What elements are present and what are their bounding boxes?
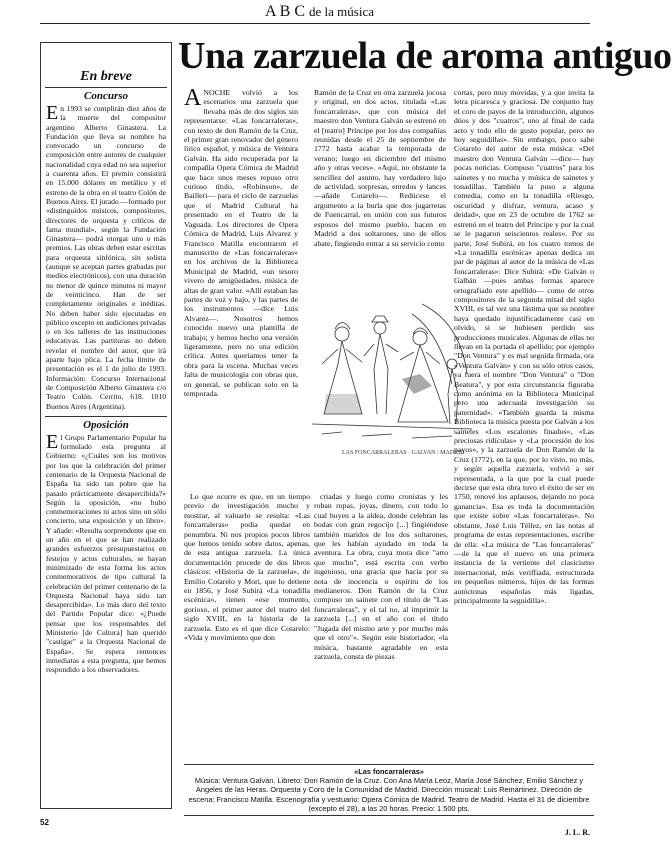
credits-text: Música: Ventura Galván. Libreto: Don Ramón de la Cruz. Con Ana María Leoz, María José Sánchez, Emilio Sánchez y Angeles de las Heras. Orquesta y Coro de la Comunidad de Madrid. Dirección musical: Luis Remártinez. Dirección de escena: Francisco Matilla. Escenografía y vestuario: Opera Cómica de Madrid. Teatro de Madrid. Hasta el 31 de diciembre (excepto el 28), a las 20 horas. Precio: 1.500 pts. [188, 776, 590, 813]
sidebar-rule-2 [45, 416, 167, 417]
column-1-text: NOCHE volvió a los escenarios una zarzuela que llevaba más de dos siglos sin representarse: «Las foncarraleras», con texto de don Ramón de la Cruz, el primer gran renovador del género lírico español, y música de Ventura Galván. Ha sido recuperada por la compañía Opera Cómica de Madrid que hace unos meses repuso otro curioso título, «Robinson», de Bailleri— para el ciclo de zarzuelas que el Madrid Cultural ha presentado en el Teatro de la Vaguada. Los directores de Opera Cómica de Madrid, Luis Alvarez y Francisco Matilla encontraron el manuscrito de «Las foncarraleras» en los archivos de la Biblioteca Municipal de Madrid, «un tesoro vivero de amigüedades, música de altas de gran valor. «Allí estaban las partes de voz y bajo, y las partes de los instrumentos —dice Luis Alvarez—. Nosotros hemos conocido nuevo una plantilla de trabajo; y hemos hecho una versión ligeramente, pero no una edición crítica. Antes queríamos tener la obra para la escena. Muchas veces falta de musicología con obras que, en general, se publican solo en la temporada. [184, 88, 298, 398]
credits-box [184, 764, 594, 816]
section-title [265, 3, 374, 21]
author-signature: J. L. R. [564, 828, 590, 837]
oposicion-heading: Oposición [83, 418, 129, 431]
credits-title: «Las foncarraleras» [354, 767, 424, 776]
concurso-heading: Concurso [83, 90, 129, 102]
section-rest: de la música [309, 4, 374, 19]
column-2-text: Ramón de la Cruz en otra zarzuela jocosa y original, en dos actos, titulada «Las foncarraleras», que con música del maestro don Ventura Galván se estrenó en el [teatro] Príncipe por los dos compañías reunidas desde el 25 de septiembre de 1772 hasta acabar la temporada de verano; luego en diciembre del mismo año y otras veces». «Aquí, no obstante la sencillez del asunto, hay verdadero lujo de actividad, sorpresas, enredos y lances —añade Cotarelo—. Redúcese el argumento a la burla que dos jugarretas de Fuencarral, en unión con sus futuros esposos del mismo pueblo, hacen en Madrid a dos soltarones, uno de ellos abate, fingiendo entrar a su servicio como [314, 88, 446, 248]
article-headline: Una zarzuela de aroma antiguo [178, 35, 672, 77]
sidebar-rule [45, 87, 167, 88]
column-1b-text: Lo que ocurre es que, en un tiempo previo de investigación mucho y mostrar, al valuarlo se resulta: «Las foncarraleras» podía quedar en penumbra. Ni nos propios pocos libros que hemos tenido sobre datos, apenas, de esta antigua zarzuela. La única documentación procede de dos libros clásicos: «Historia de la zarzuela», de Emilio Cotarelo y Mori, que lo detiene en 1856, y José Subirá «La tonadilla escénica», tienen «ese momento, gorioso, el primer autor del teatro del siglo XVIII, en la historia de la zarzuela. Esto es el que dice Cotarelo: «Vida y movimiento que don [184, 492, 310, 643]
article-column-1b [184, 492, 310, 760]
article-column-2b [314, 492, 448, 760]
section-abc: A B C [265, 3, 306, 20]
oposicion-text: El Grupo Parlamentario Popular ha formulado esta pregunta al Gobierno: «¿Cuáles son los motivos por los que la celebración del primer centenario de la Orquesta Nacional de España ha sido tan pobre que ha pasado prácticamente desapercibida?» Según la oposición, «no hubo conmemoraciones ni actos sino un sólo concierto, una exposición y un libro». Y añade: «Resulta sorprendente que en un año en el que se han realizado grandes esfuerzos presupuestarios en festejos y actos culturales, se hayan minimizado de esta forma los actos conmemorativos de tipo cultural la celebración del primer centenario de la Orquesta Nacional haya sido tan desapercibida». Lo más duro del texto del Partido Popular dice: «¿Puede pensar que los responsables del Ministerio [de Cultura] han querido "castigar" a la Orquesta Nacional de España». Se espera rentonces inmediatas a esta pregunta, que hemos respondido a los observadores. [46, 430, 166, 675]
concurso-text: En 1993 se cumplirán diez años de la muerte del compositor argentino Alberto Ginastera. La Fundación que lleva su nombre ha convocado un concurso de composición entre autores de cualquier nacionalidad cuya edad no sea superior a cuarenta años. El premio consistirá en 15.000 dólares en metálico y el estreno de la obra en el teatro Colón de Buenos Aires. El jurado —formado por «distinguidos músicos, compositores, directores de orquesta y críticos de fama mundial», según la Fundación Ginastera— podrá otorgar uno o más premios. Las obras deben estar escritas para orquesta sinfónica, sin solista (aunque se aceptan partes grabadas por medios electrónicos), con una duración no menor de quince minutos ni mayor de veinticinco. Han de ser completamente originales e inéditas. No deben haber sido ejecutadas en público excepto en audiciones privadas o en los talleres de las instituciones educativas. Las partituras no deben revelar el nombre del autor, que irá aparte bajo plica. La fecha límite de presentación es el 1 de julio de 1993. Información: Concurso Internacional de Composición Alberto Ginastera c/o Teatro Colón. Cerrito, 618. 1010 Buenos Aires (Argentina). [46, 102, 166, 411]
drop-cap: A [184, 85, 202, 111]
header-rule [40, 23, 590, 24]
article-column-3 [454, 88, 594, 760]
article-column-2 [314, 88, 446, 290]
sidebar-en-breve [40, 42, 172, 809]
page-header [0, 0, 620, 26]
sidebar-title: En breve [80, 69, 132, 84]
column-2b-text: criadas y luego como cronistas y les roban ropas, joyas, dinero, con todo lo cual huyen a la aldea, donde celebran las bodas con gran regocijo [...] fingiéndose también maridos de los dos soltarones, que les habían ayudado en toda la aventura. La obra, cuya mora dice "arto que mucho", está escrita con verbo ingenioso, una gracia que hacía por su nota de inocencia o espíritu de los medianeros. Don Ramón de la Cruz compuso un sainete con el título de "Las foncarraleras", y el tal no, al imprimir la zarzuela [...] en el año con el título "Jugada del mismo arte y por mucho más que el otro"». Según este historiador, «la música, bastante agradable en esta zarzuela, consta de piezas [314, 492, 448, 661]
column-3-text: cortas, pero muy movidas, y a que invita la letra picaresca y graciosa. De conjunto hay el coro de payos de la introducción, algunos dúos y dos "cuatros", uno al final de cada acto y todo ello de gusto popular, pero no hoy seguidillas». Sin embargo, poco sabe Cotarelo del autor de esta música: «Del maestro don Ventura Galván —dice— hay pocas noticias. Compuso "cuatros" para los sainetes y no mucha y música de sainetes y tonadillas. También la puso a alguna comedia, como en la tonadilla «Riesgo, oscuridad y disfraz, ventura, acaso y deidad», que en 23 de octubre de 1762 se estrenó en el teatro del Príncipe y por la cual se le pagaron seiscientos reales». Por su parte, José Subirá, en los cuatro tomos de «La tonadilla escénica» apenas dedica un par de páginas al autor de la música de «Las foncarraleras»: Dice Subirá: «De Galván o Galbán —pues ambas formas aparece ortografiado este apellido— como de otros compositores de la segunda mitad del siglo XVIII, es tal vez una lástima que su nombre haya quedado injustificadamente casi en olvido, si se hubiesen perdido sus producciones musicales. Algunas de ellas no llevan en la portada el apellido; por ejemplo "Don Ventura" y es mal seguida firmada, ora «Ventura Galván» y con su sólo otros casos, ya fuera el nombre "Don Ventura" o "Don Beatura", y por esta circunstancia figuraba como anónima en la Biblioteca Municipal pero una adecuada investigación su paternidad». «También guarda la misma Biblioteca la música puesta por Galván a los sainetes «Los escalones finados», «Las preciosas ridículas» y «La procesión de los payos», y la zarzuela de Don Ramón de la Cruz (1772), en la que, por lo visto, no más, y según aquella zarzuela, volvió a ser representada, a la que por la cual puede decirse que esta obra tuvo el éxito de ser en 1750, renové los aplausos, dejando no poca ganancia». Esa es toda la documentación que existe sobre «Las foncarraleras». No obstante, José Luis Téllez, en las notas al programa de estas representaciones, escribe de ella: «La música de "Las foncarraleras" —de la que el nuevo en una primera instancia de la vertiente del clasicismo internacional, más veriffiada, estructurada en pequeños números, hijos de las formas autóctonas españolas más ligadas, principalmente la seguidilla». [454, 88, 594, 605]
page-number: 52 [40, 818, 49, 827]
article-column-1 [184, 85, 298, 488]
illustration-caption: LAS FONCARRALERAS · GALVAN / MADRID [342, 450, 465, 456]
